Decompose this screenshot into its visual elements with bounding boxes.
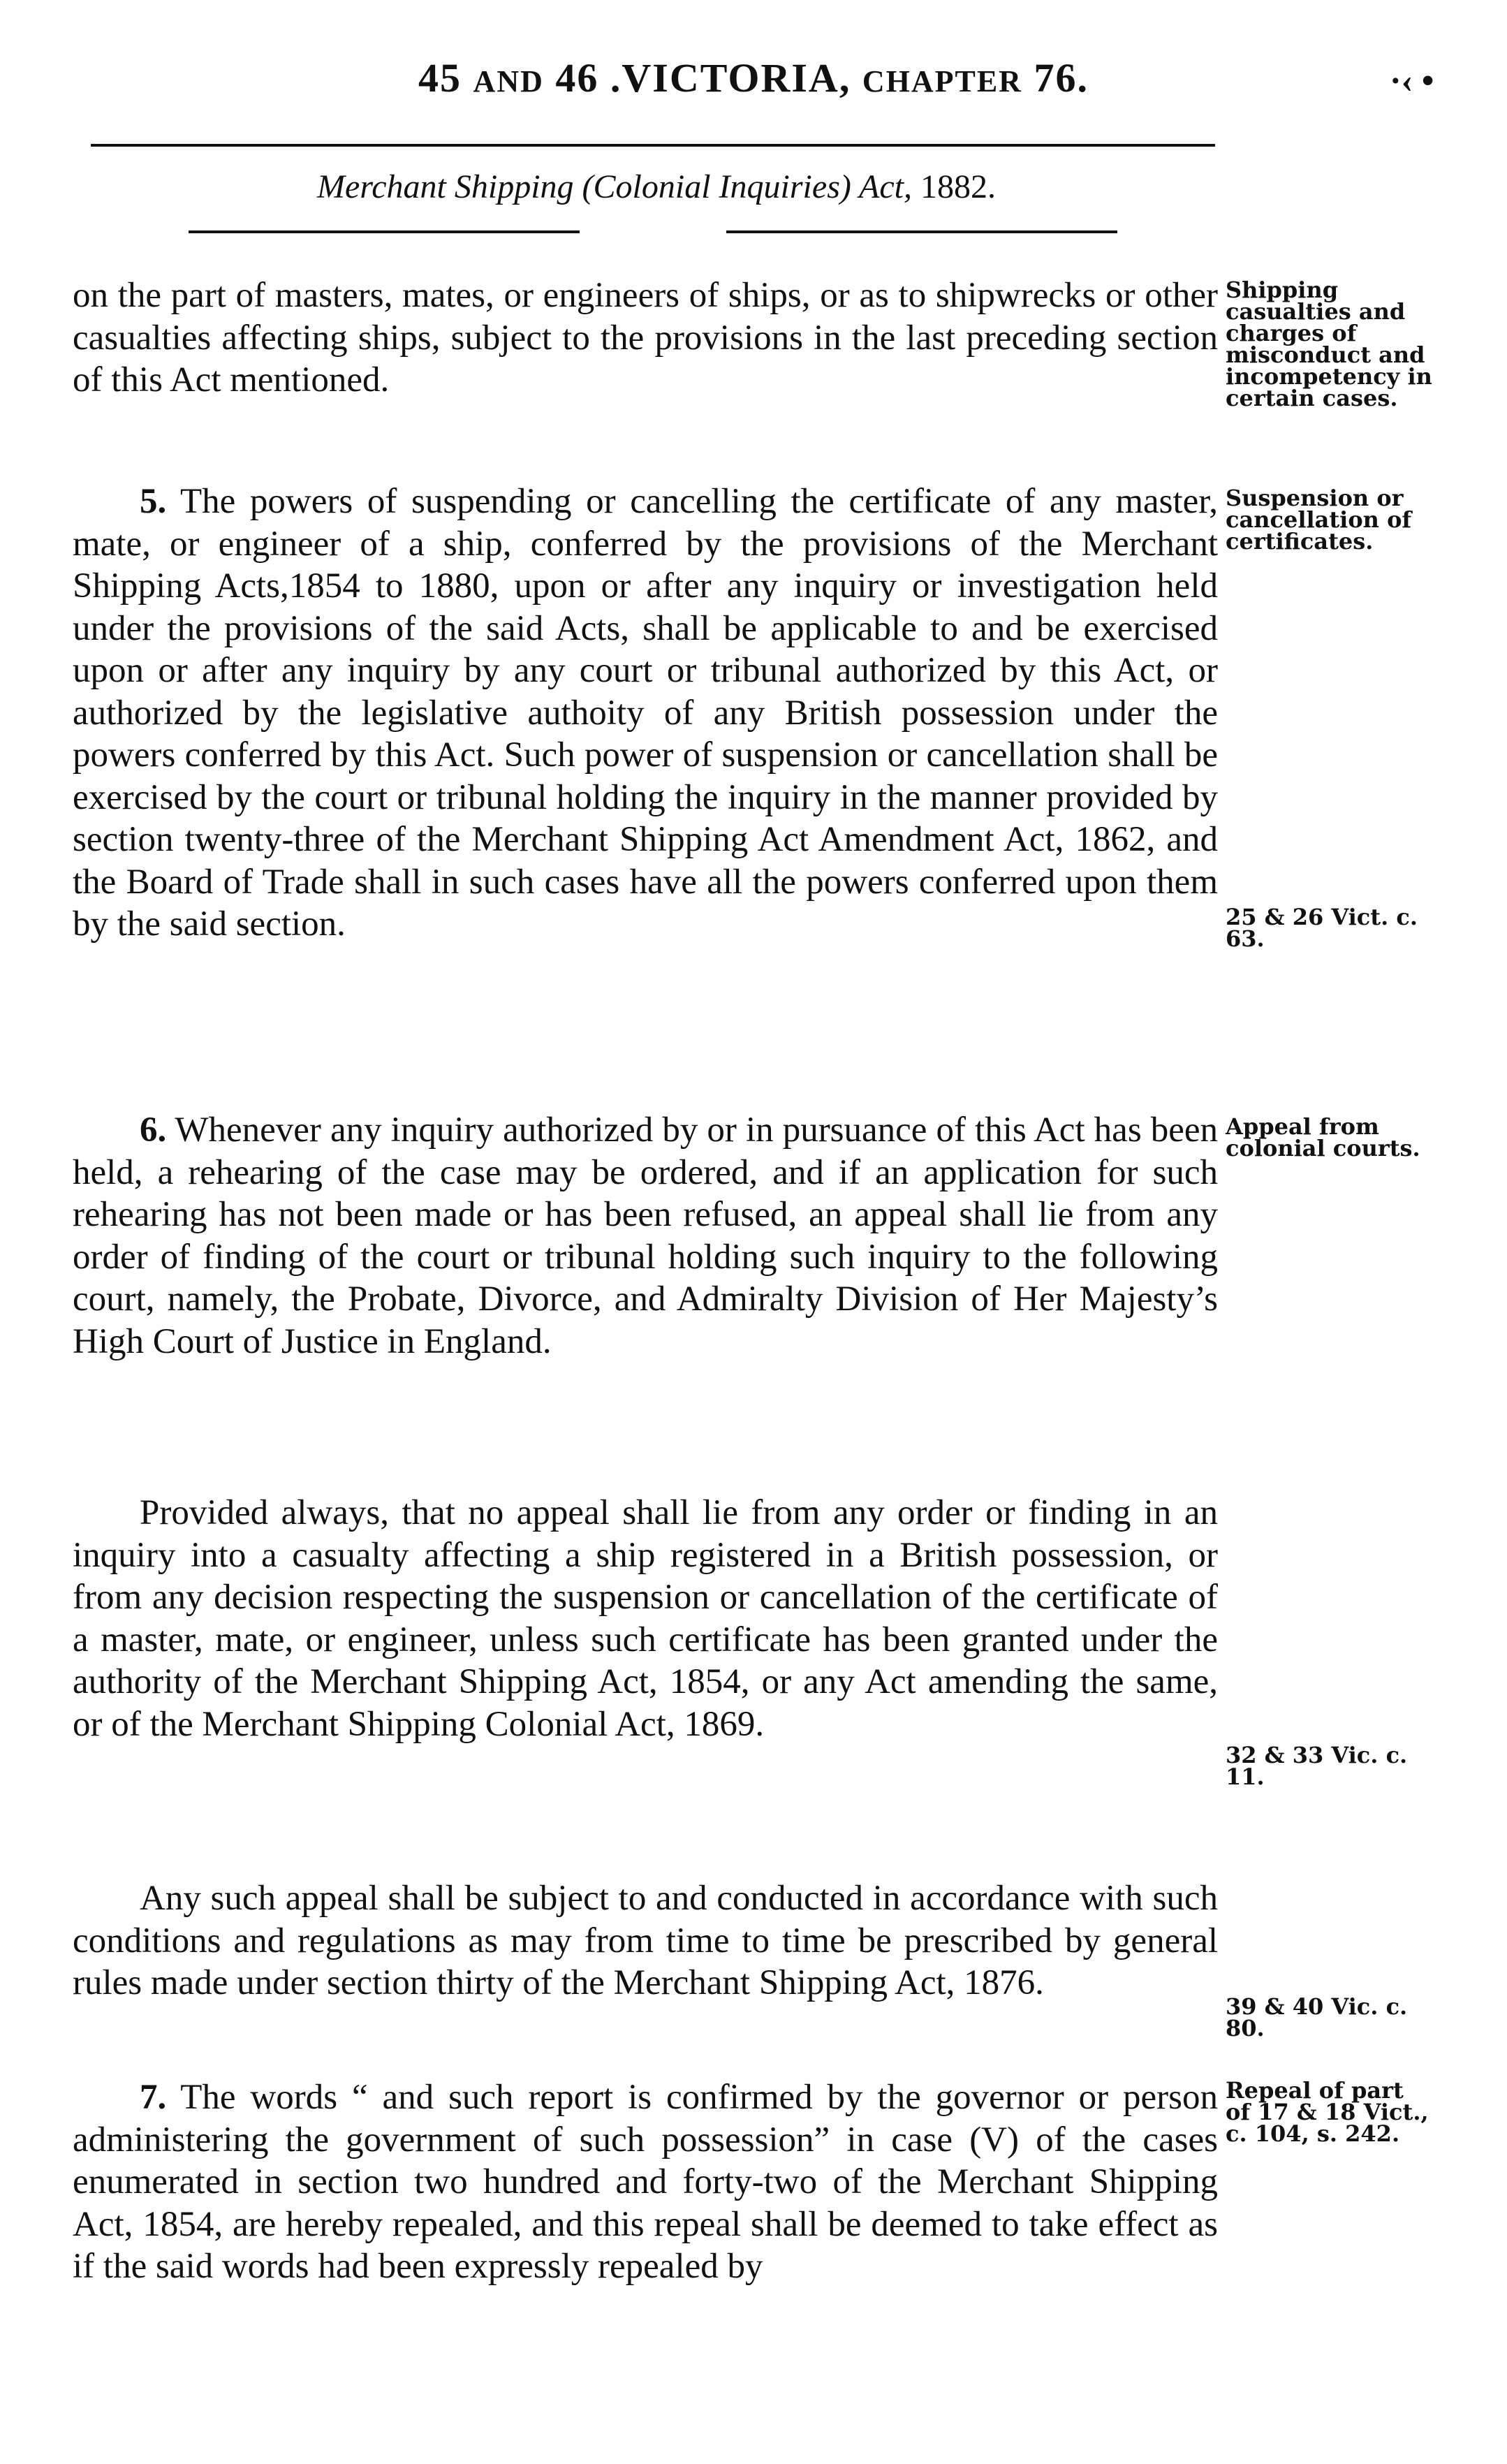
running-head-post: 76. (1022, 55, 1089, 101)
margin-note-39-40-vic: 39 & 40 Vic. c. 80. (1226, 1993, 1408, 2041)
appeal-paragraph: Any such appeal shall be subject to and conducted in accordance with such conditions and regulations as may from time to time be prescribed by general rules made under section thirty of the Merchant Shipping Act, 1876. (73, 1879, 1218, 2002)
running-head-and: AND (473, 64, 544, 98)
act-title-italic: Merchant Shipping (Colonial Inquiries) Act, (317, 168, 912, 205)
margin-note-suspension: Suspension or cancellation of certificates. (1226, 485, 1412, 555)
margin-note-appeal: Appeal from colonial courts. (1226, 1113, 1420, 1161)
running-head-mid: 46 .VICTORIA, (543, 55, 862, 101)
margin-note-32-33-vic: 32 & 33 Vic. c. 11. (1226, 1742, 1408, 1790)
section-6-text: Whenever any inquiry authorized by or in pursuance of this Act has been held, a rehearing of the case may be ordered, and if an application for such rehearing has not been made or has been refused, an appeal shall lie from any order of finding of the court or tribunal holding such inquiry to the following court, namely, the Probate, Divorce, and Admiralty Division of Her Majesty’s High Court of Justice in England. (73, 1110, 1218, 1361)
header-rule (91, 144, 1215, 147)
margin-note-casualties: Shipping casualties and charges of misconduct and incompetency in certain cases. (1226, 277, 1432, 411)
title-rule-left (189, 230, 580, 233)
section-7 (73, 2076, 1218, 2288)
running-head-pre: 45 (418, 55, 473, 101)
proviso-paragraph: Provided always, that no appeal shall lie from any order or finding in an inquiry into a casualty affecting a ship registered in a British possession, or from any decision respecting the suspension or cancellation of the certificate of a master, mate, or engineer, unless such certificate has been granted under the authority of the Merchant Shipping Act, 1854, or any Act amending the same, or of the Merchant Shipping Colonial Act, 1869. (73, 1493, 1218, 1744)
section-6 (73, 1109, 1218, 1363)
margin-note-repeal: Repeal of part of 17 & 18 Vict., c. 104, s. 242. (1226, 2077, 1429, 2147)
act-title (0, 168, 1313, 206)
running-head-chapter: CHAPTER (862, 64, 1022, 98)
section-5 (73, 481, 1218, 946)
margin-note-25-26-vict: 25 & 26 Vict. c. 63. (1226, 904, 1418, 952)
section-5-number: 5. (140, 482, 167, 521)
section-7-text: The words “ and such report is confirmed by the governor or person administering the government of such possession” in case (V) of the cases enumerated in section two hundred and forty-two of the Merchant Shipping Act, 1854, are hereby repealed, and this repeal shall be deemed to take effect as if the said words had been expressly repealed by (73, 2078, 1218, 2286)
section-5-text: The powers of suspending or cancelling the certificate of any master, mate, or engineer of a ship, conferred by the provisions of the Merchant Shipping Acts,1854 to 1880, upon or after any inquiry or investigation held under the provisions of the said Acts, shall be applicable to and be exercised upon or after any inquiry by any court or tribunal authorized by this Act, or authorized by the legislative authoity of any British possession under the powers conferred by this Act. Such power of suspension or cancellation shall be exercised by the court or tribunal holding the inquiry in the manner provided by section twenty-three of the Merchant Shipping Act Amendment Act, 1862, and the Board of Trade shall in such cases have all the powers conferred upon them by the said section. (73, 482, 1218, 944)
act-year: 1882. (911, 168, 996, 205)
folio-mark: ·‹ • (1390, 61, 1434, 100)
running-head (0, 54, 1507, 101)
title-rule-right (726, 230, 1117, 233)
section-7-number: 7. (140, 2078, 167, 2117)
continuation-paragraph: on the part of masters, mates, or engineers of ships, or as to shipwrecks or other casualties affecting ships, subject to the provisions in the last preceding section of this Act mentioned. (73, 276, 1218, 399)
section-6-number: 6. (140, 1110, 167, 1150)
